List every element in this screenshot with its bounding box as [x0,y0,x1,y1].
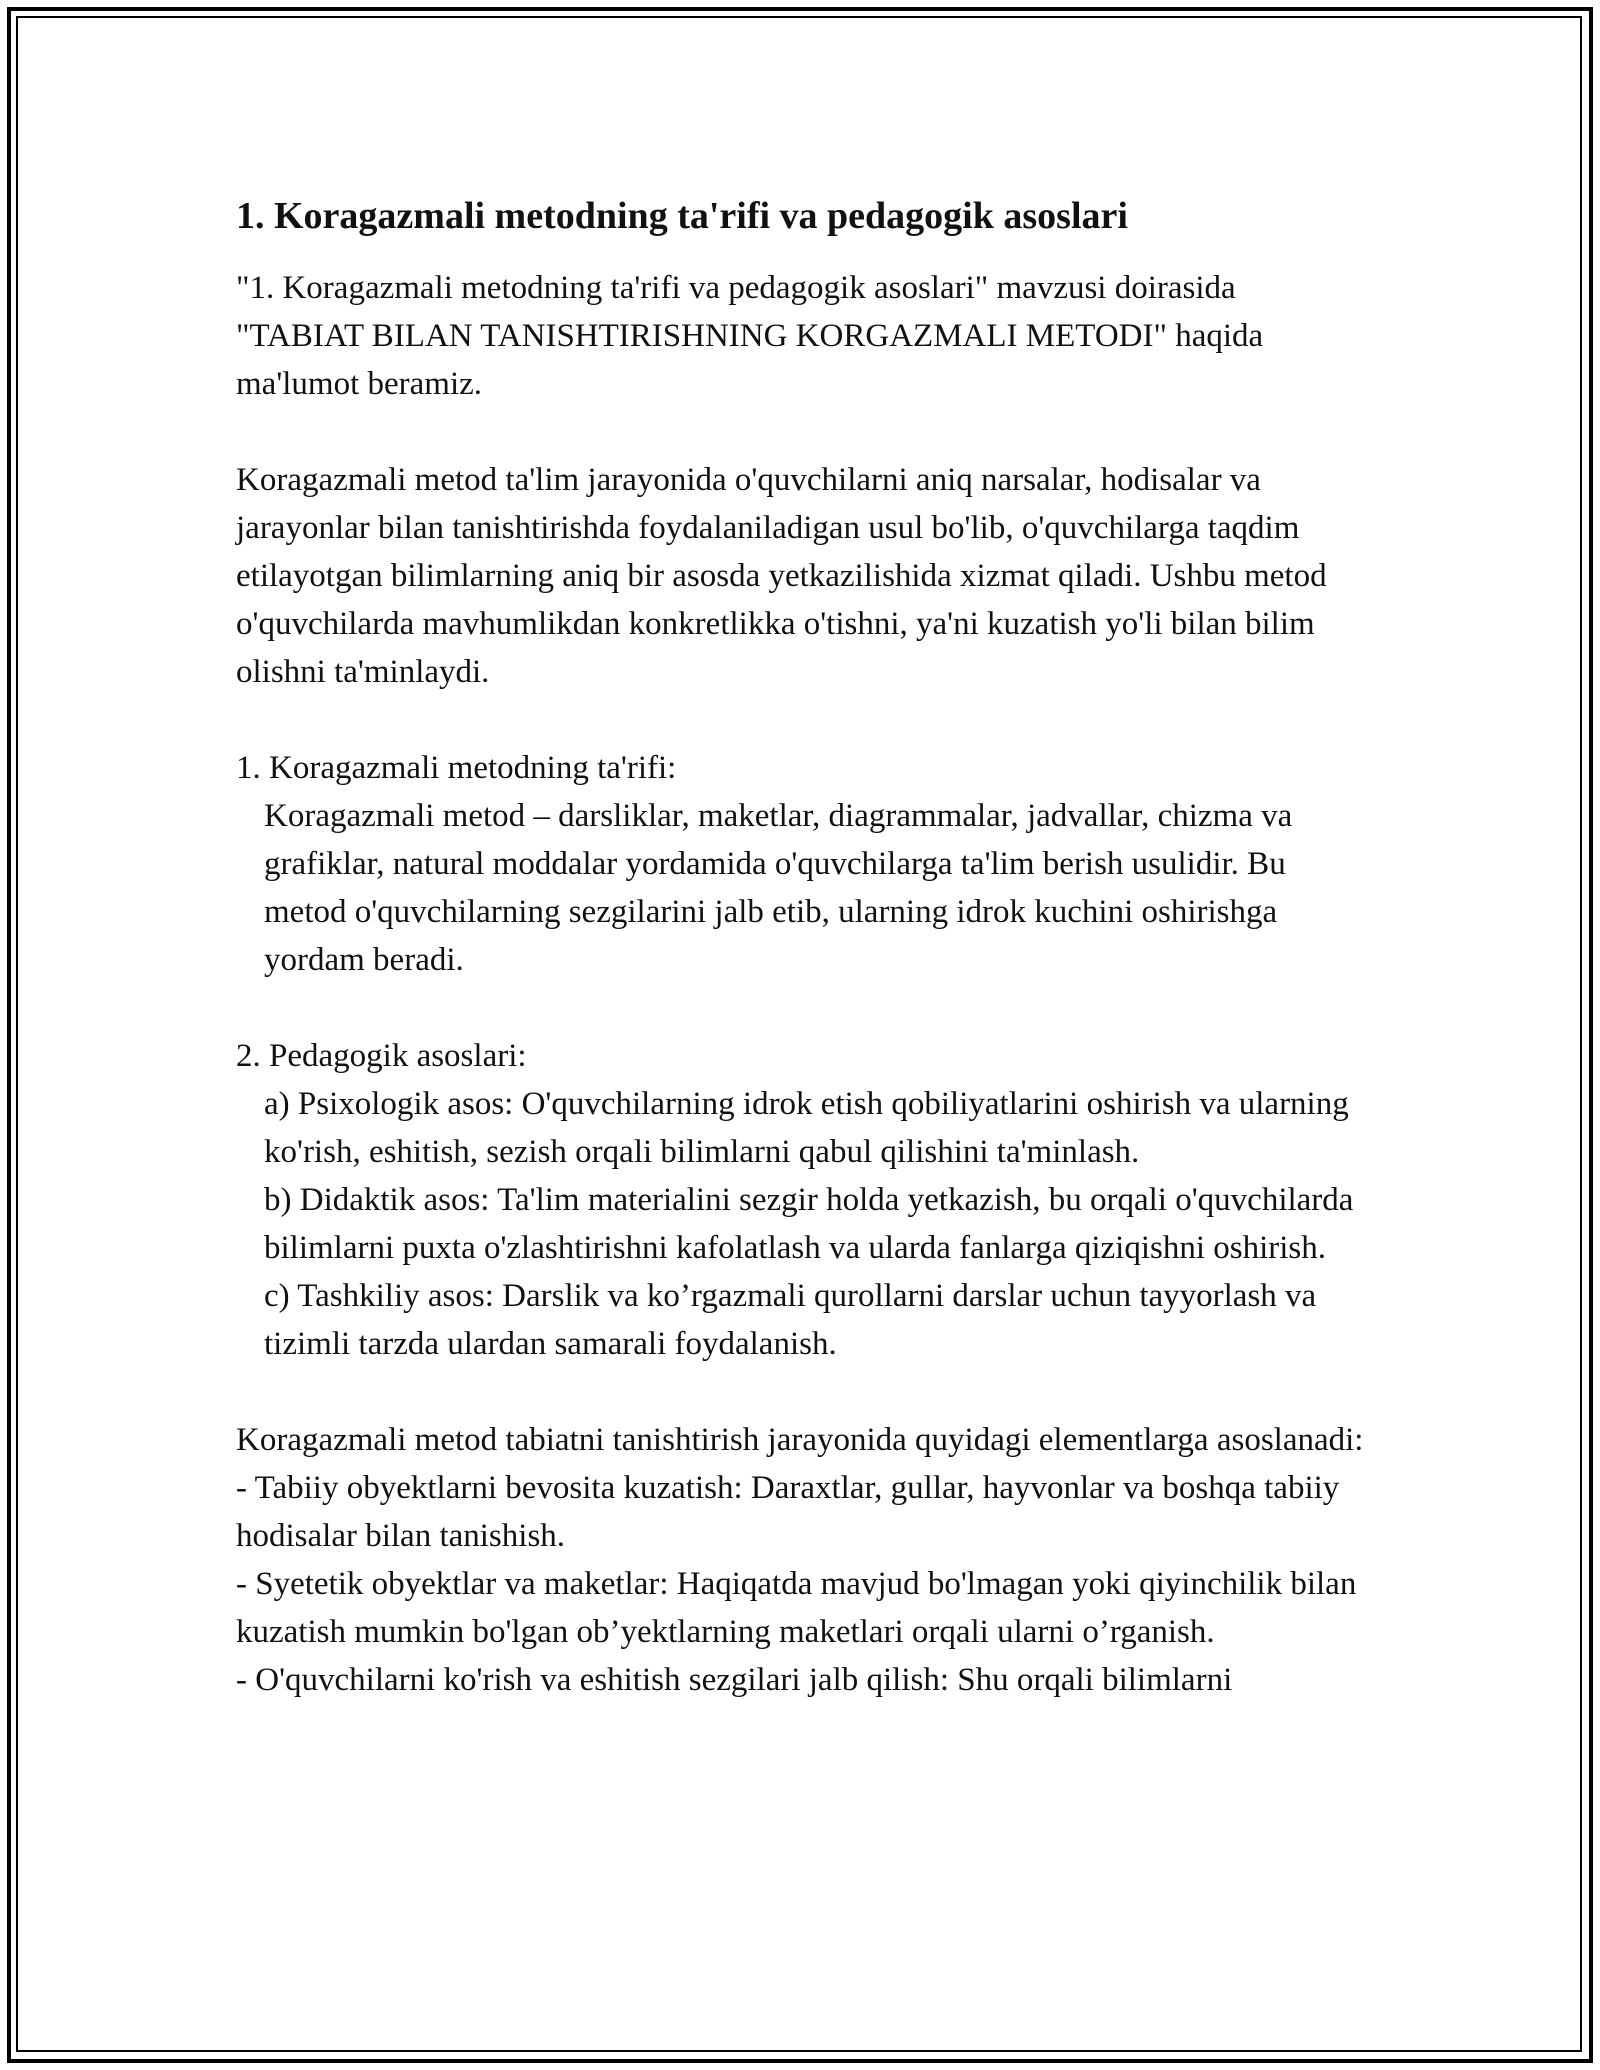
didactic-basis: b) Didaktik asos: Ta'lim materialini sezgir holda yetkazish, bu orqali o'quvchilarda bilimlarni puxta o'zlashtirishni kafolatlash va ularda fanlarga qiziqishni oshirish. [264,1182,1354,1266]
section-definition [236,744,1366,984]
section-pedagogical-heading: 2. Pedagogik asoslari: [236,1038,527,1074]
organizational-basis: c) Tashkiliy asos: Darslik va ko’rgazmali qurollarni darslar uchun tayyorlash va tizimli tarzda ulardan samarali foydalanish. [264,1278,1317,1362]
definition-paragraph: Koragazmali metod ta'lim jarayonida o'quvchilarni aniq narsalar, hodisalar va jarayonlar bilan tanishtirishda foydalaniladigan usul bo'lib, o'quvchilarga taqdim etilayotgan bilimlarning aniq bir asosda yetkazilishida xizmat qiladi. Ushbu metod o'quvchilarda mavhumlikdan konkretlikka o'tishni, ya'ni kuzatish yo'li bilan bilim olishni ta'minlaydi. [236,462,1327,690]
document-body [236,190,1366,1704]
elements-lead: Koragazmali metod tabiatni tanishtirish jarayonida quyidagi elementlarga asoslanadi: [236,1422,1364,1458]
psychological-basis: a) Psixologik asos: O'quvchilarning idrok etish qobiliyatlarini oshirish va ularning ko'rish, eshitish, sezish orqali bilimlarni qabul qilishini ta'minlash. [264,1086,1349,1170]
list-item: - Tabiiy obyektlarni bevosita kuzatish: Daraxtlar, gullar, hayvonlar va boshqa tabiiy hodisalar bilan tanishish. [236,1470,1340,1554]
list-item: - O'quvchilarni ko'rish va eshitish sezgilari jalb qilish: Shu orqali bilimlarni [236,1662,1233,1698]
section-pedagogical [236,1032,1366,1368]
elements-section [236,1416,1366,1704]
intro-paragraph: "1. Koragazmali metodning ta'rifi va pedagogik asoslari" mavzusi doirasida "TABIAT BILAN TANISHTIRISHNING KORGAZMALI METODI" haqida ma'lumot beramiz. [236,270,1264,402]
document-title: 1. Koragazmali metodning ta'rifi va pedagogik asoslari [236,195,1128,237]
section-definition-heading: 1. Koragazmali metodning ta'rifi: [236,750,677,786]
list-item: - Syetetik obyektlar va maketlar: Haqiqatda mavjud bo'lmagan yoki qiyinchilik bilan kuzatish mumkin bo'lgan ob’yektlarning maketlari orqali ularni o’rganish. [236,1566,1357,1650]
section-definition-text: Koragazmali metod – darsliklar, maketlar, diagrammalar, jadvallar, chizma va grafiklar, natural moddalar yordamida o'quvchilarga ta'lim berish usulidir. Bu metod o'quvchilarning sezgilarini jalb etib, ularning idrok kuchini oshirishga yordam beradi. [264,798,1293,978]
